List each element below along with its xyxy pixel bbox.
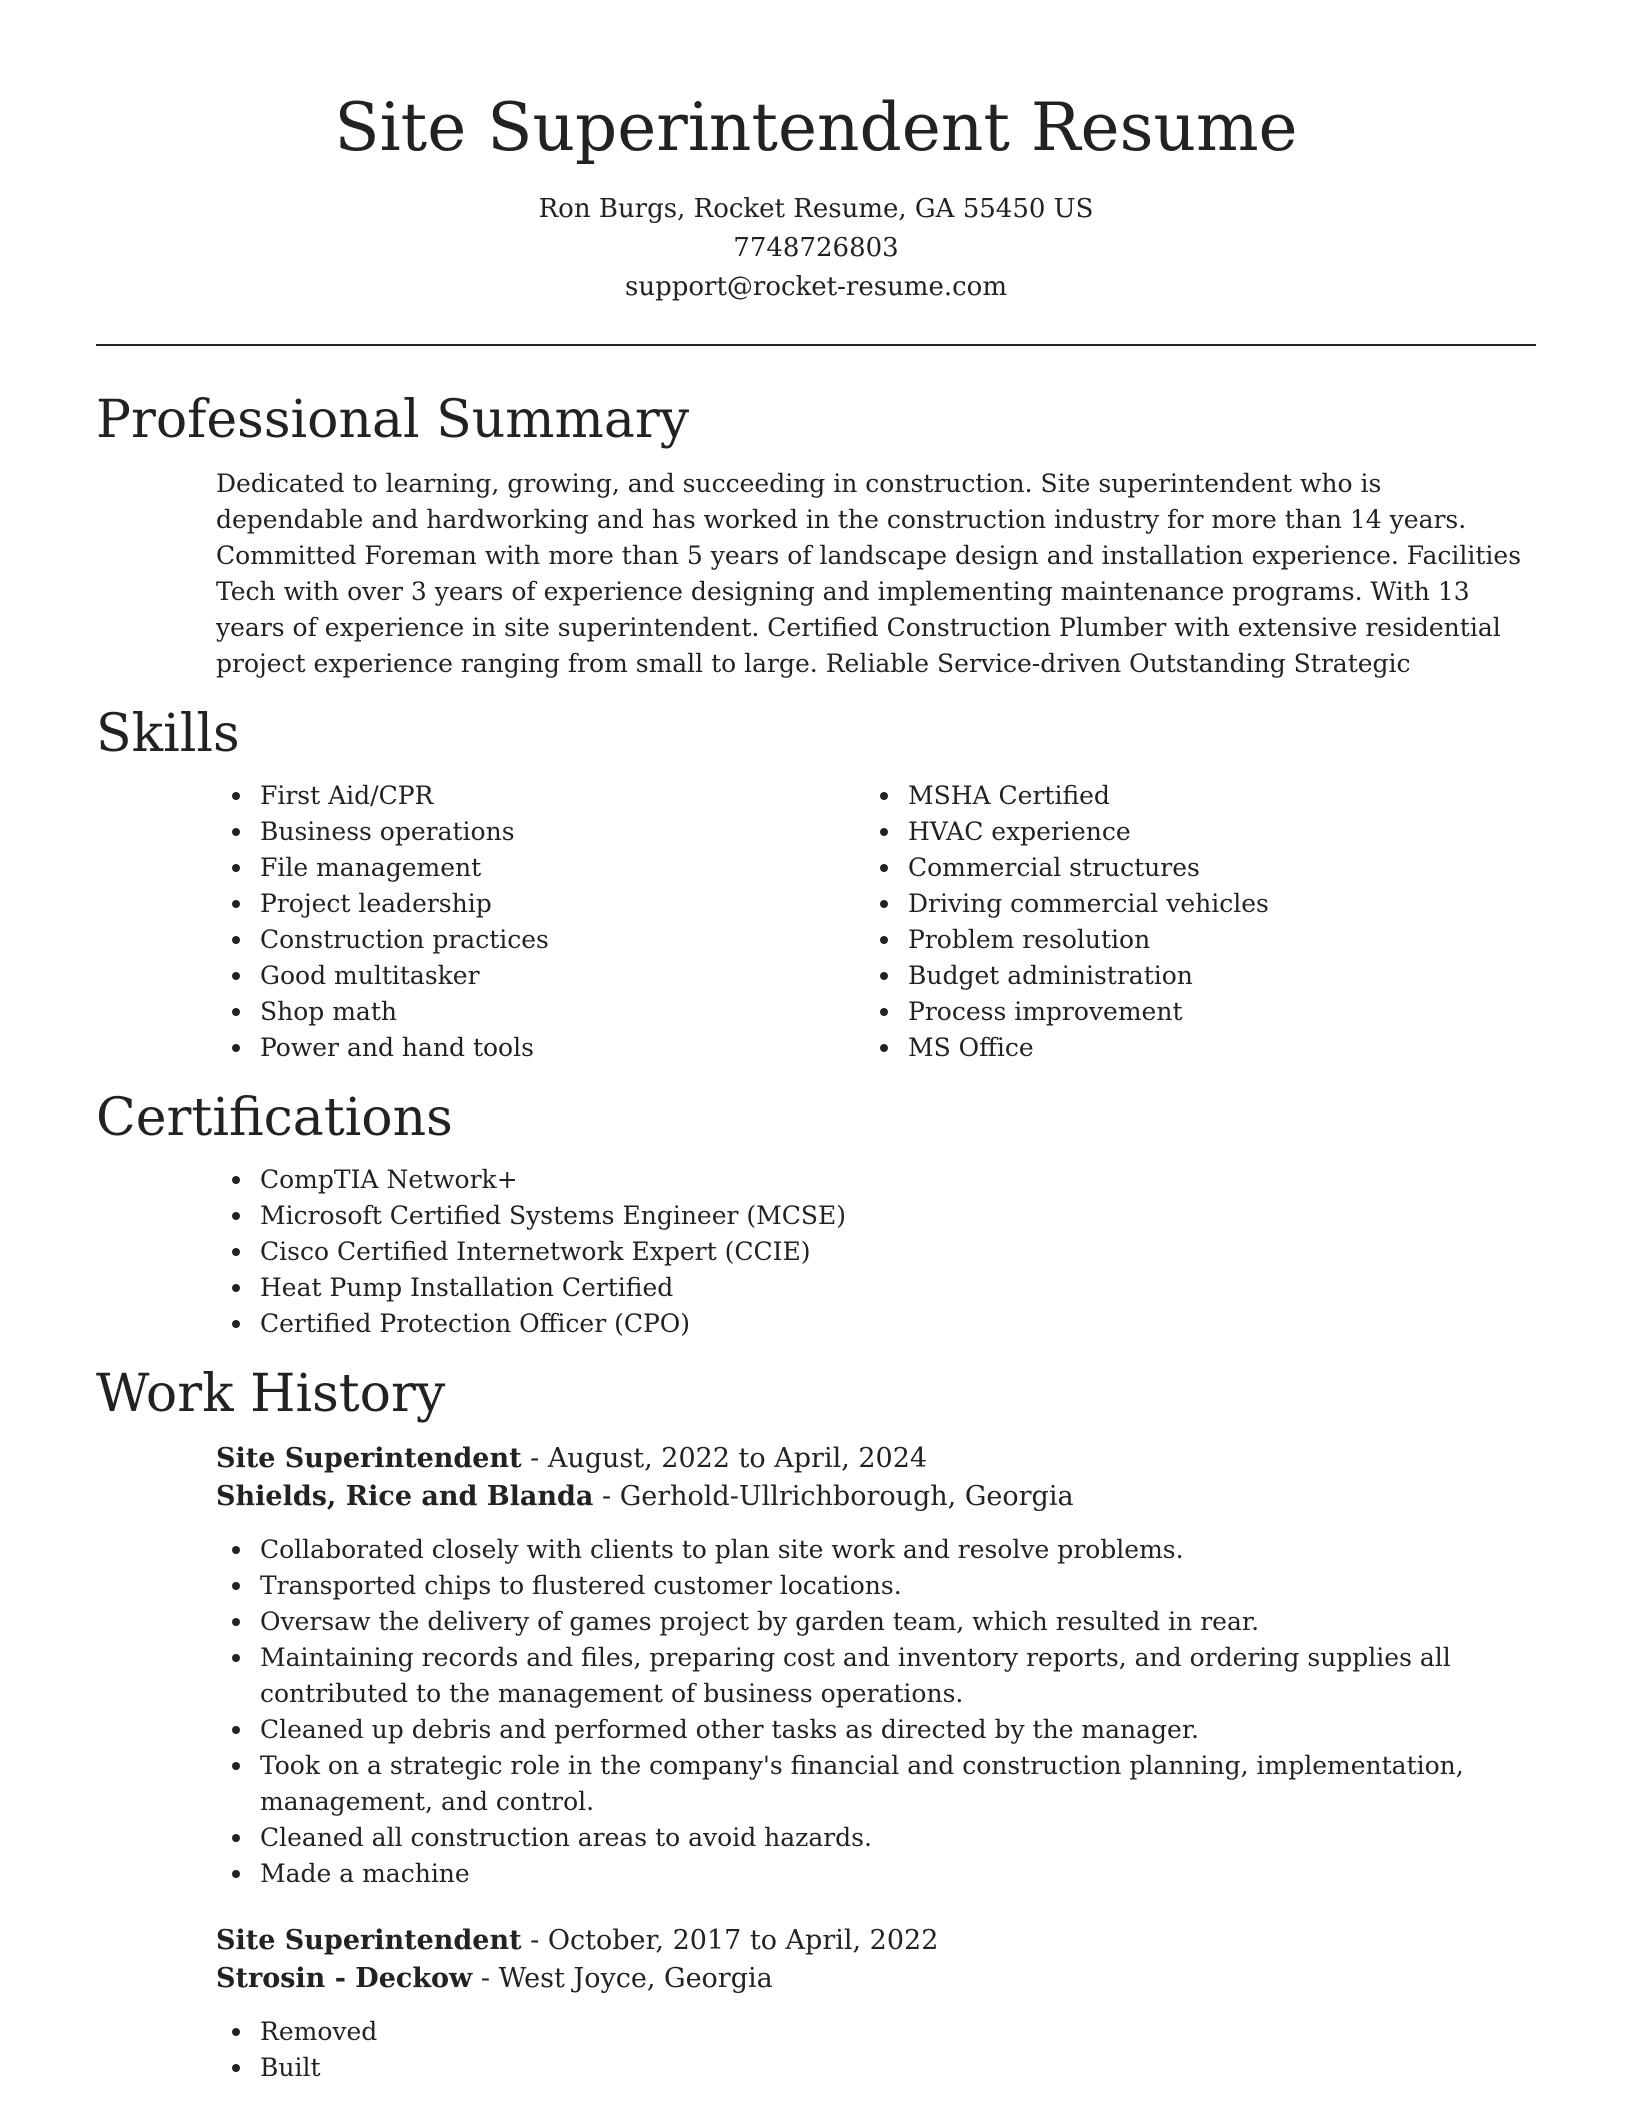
certification-item: CompTIA Network+ bbox=[260, 1162, 1536, 1198]
skill-item: File management bbox=[260, 850, 746, 886]
job-company: Shields, Rice and Blanda bbox=[216, 1481, 594, 1512]
certifications-heading: Certifications bbox=[96, 1088, 453, 1148]
job-bullet: Made a machine bbox=[260, 1856, 1536, 1892]
job-location: - Gerhold-Ullrichborough, Georgia bbox=[593, 1481, 1074, 1512]
skill-item: MSHA Certified bbox=[908, 778, 1396, 814]
skill-item: Project leadership bbox=[260, 886, 746, 922]
job-title: Site Superintendent bbox=[216, 1925, 522, 1956]
skill-item: Good multitasker bbox=[260, 958, 746, 994]
job-bullet: Cleaned all construction areas to avoid hazards. bbox=[260, 1820, 1536, 1856]
job-bullet: Oversaw the delivery of games project by garden team, which resulted in rear. bbox=[260, 1604, 1536, 1640]
job-bullet: Cleaned up debris and performed other tasks as directed by the manager. bbox=[260, 1712, 1536, 1748]
certification-item: Microsoft Certified Systems Engineer (MCSE) bbox=[260, 1198, 1536, 1234]
job-bullet: Transported chips to flustered customer locations. bbox=[260, 1568, 1536, 1604]
job-title: Site Superintendent bbox=[216, 1443, 522, 1474]
job-dates: - August, 2022 to April, 2024 bbox=[521, 1443, 928, 1474]
skill-item: Construction practices bbox=[260, 922, 746, 958]
skill-item: MS Office bbox=[908, 1030, 1396, 1066]
certification-item: Certified Protection Officer (CPO) bbox=[260, 1306, 1536, 1342]
skill-item: Process improvement bbox=[908, 994, 1396, 1030]
certification-item: Cisco Certified Internetwork Expert (CCIE) bbox=[260, 1234, 1536, 1270]
resume-title: Site Superintendent Resume bbox=[334, 89, 1298, 166]
skill-item: Budget administration bbox=[908, 958, 1396, 994]
job-entry bbox=[96, 1440, 1536, 1516]
job-title-line bbox=[216, 1922, 1536, 1960]
skill-item: HVAC experience bbox=[908, 814, 1396, 850]
certification-item: Heat Pump Installation Certified bbox=[260, 1270, 1536, 1306]
skills-column-right bbox=[746, 778, 1396, 1066]
resume-header bbox=[96, 0, 1536, 307]
work-history-section bbox=[96, 1362, 1536, 2086]
skills-section bbox=[96, 702, 1536, 1066]
skill-item: Driving commercial vehicles bbox=[908, 886, 1396, 922]
skill-item: Shop math bbox=[260, 994, 746, 1030]
contact-phone: 7748726803 bbox=[733, 233, 899, 263]
skill-item: First Aid/CPR bbox=[260, 778, 746, 814]
certifications-section bbox=[96, 1086, 1536, 1342]
skills-heading: Skills bbox=[96, 704, 240, 764]
header-divider bbox=[96, 344, 1536, 346]
summary-heading: Professional Summary bbox=[96, 390, 690, 450]
job-bullet: Built bbox=[260, 2050, 1536, 2086]
contact-email: support@rocket-resume.com bbox=[624, 272, 1007, 302]
job-bullet: Collaborated closely with clients to plan site work and resolve problems. bbox=[260, 1532, 1536, 1568]
resume-page bbox=[96, 0, 1536, 2086]
summary-text: Dedicated to learning, growing, and succeeding in construction. Site superintendent who is dependable and hardworking and has worked in the construction industry for more than 14 years. Committed Foreman with more than 5 years of landscape design and installation experience. Facilities Tech with over 3 years of experience designing and implementing maintenance programs. With 13 years of experience in site superintendent. Certified Construction Plumber with extensive residential project experience ranging from small to large. Reliable Service-driven Outstanding Strategic bbox=[216, 469, 1522, 678]
skill-item: Commercial structures bbox=[908, 850, 1396, 886]
summary-section bbox=[96, 388, 1536, 682]
contact-address: Ron Burgs, Rocket Resume, GA 55450 US bbox=[538, 194, 1094, 224]
job-company-line bbox=[216, 1960, 1536, 1998]
skills-column-left bbox=[96, 778, 746, 1066]
job-company-line bbox=[216, 1478, 1536, 1516]
job-bullet: Removed bbox=[260, 2014, 1536, 2050]
job-title-line bbox=[216, 1440, 1536, 1478]
job-company: Strosin - Deckow bbox=[216, 1963, 473, 1994]
job-bullet: Took on a strategic role in the company's financial and construction planning, implementation, management, and control. bbox=[260, 1748, 1536, 1820]
job-dates: - October, 2017 to April, 2022 bbox=[521, 1925, 939, 1956]
skill-item: Business operations bbox=[260, 814, 746, 850]
job-entry bbox=[96, 1922, 1536, 1998]
work-history-heading: Work History bbox=[96, 1364, 446, 1424]
job-bullet: Maintaining records and files, preparing cost and inventory reports, and ordering supplies all contributed to the management of business operations. bbox=[260, 1640, 1536, 1712]
skill-item: Power and hand tools bbox=[260, 1030, 746, 1066]
skill-item: Problem resolution bbox=[908, 922, 1396, 958]
job-location: - West Joyce, Georgia bbox=[472, 1963, 773, 1994]
